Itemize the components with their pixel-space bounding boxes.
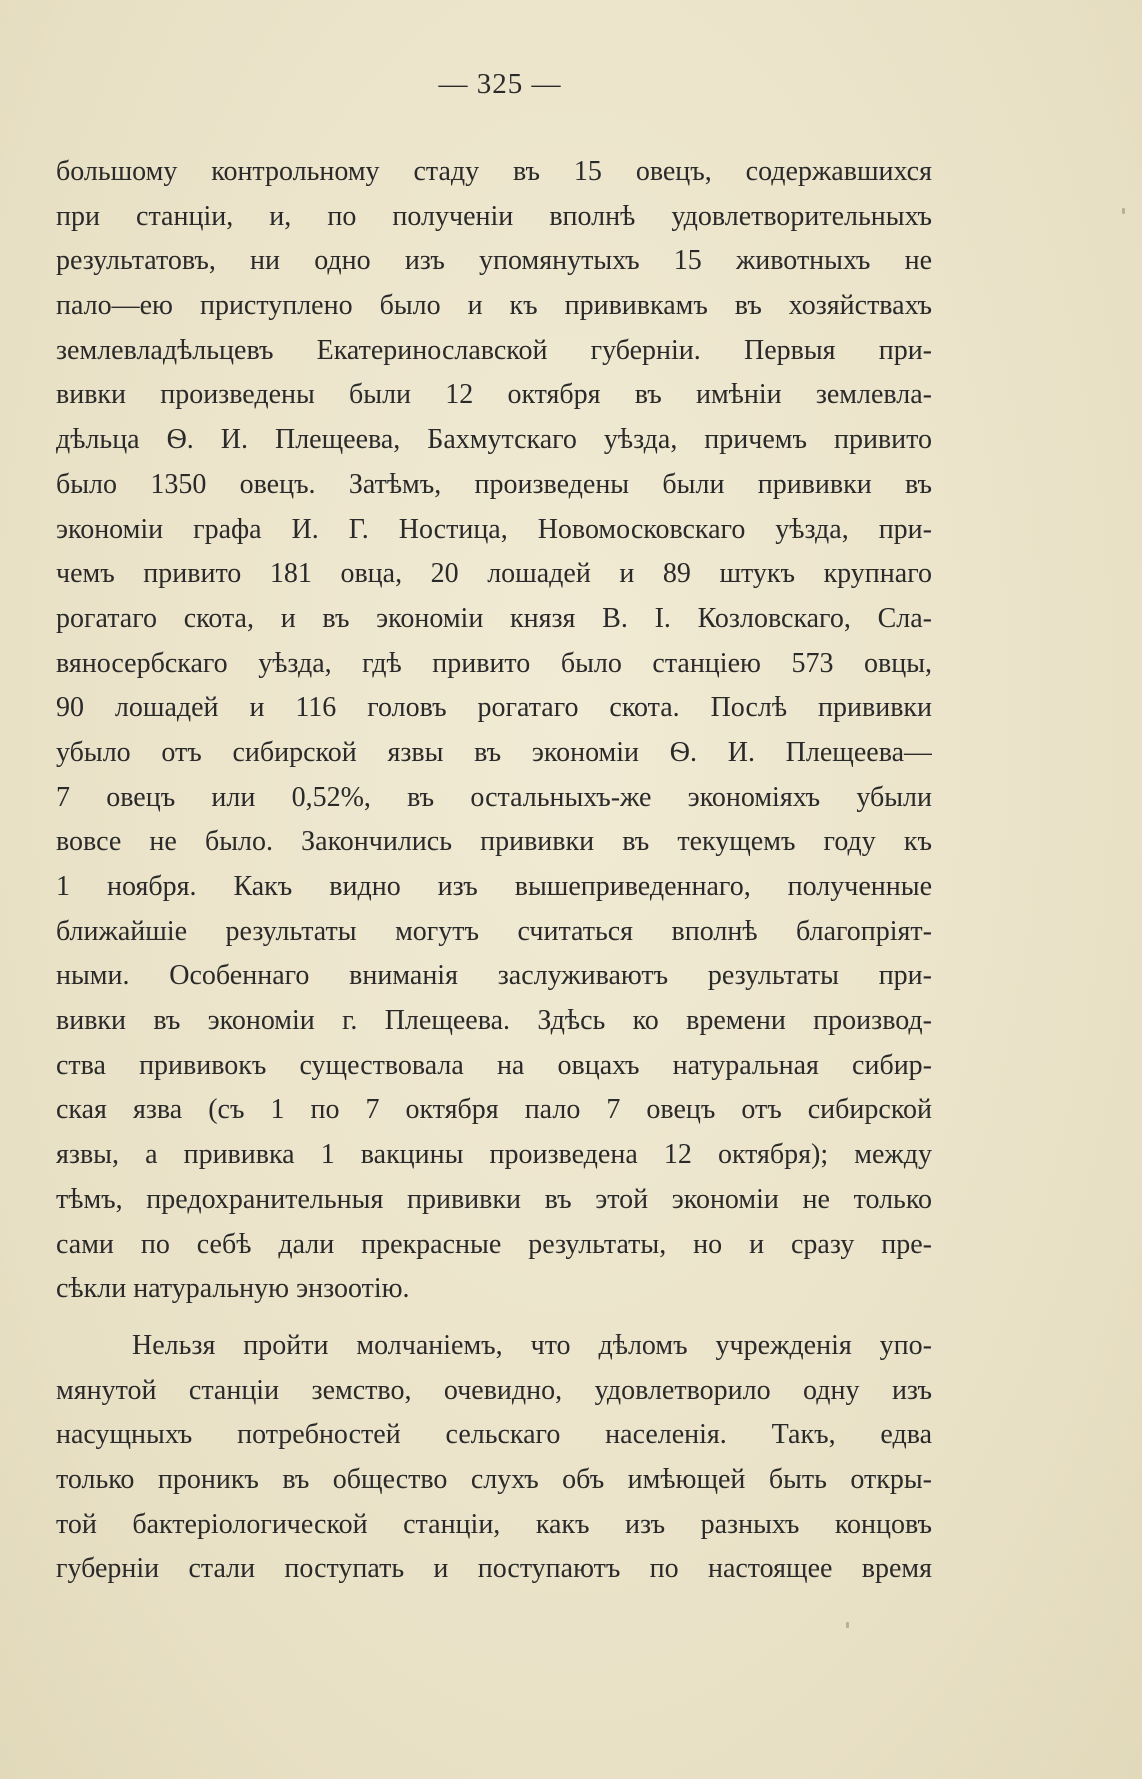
text-line: дѣльца Ѳ. И. Плещеева, Бахмутскаго уѣзда, причемъ привито xyxy=(56,424,932,456)
text-line: язвы, а прививка 1 вакцины произведена 12 октября); между xyxy=(56,1139,932,1171)
text-line: экономіи графа И. Г. Ностица, Новомосковскаго уѣзда, при- xyxy=(56,513,932,545)
text-line: насущныхъ потребностей сельскаго населенія. Такъ, едва xyxy=(56,1419,932,1451)
text-line: ными. Особеннаго вниманія заслуживаютъ результаты при- xyxy=(56,960,932,992)
text-line: 7 овецъ или 0,52%, въ остальныхъ-же экономіяхъ убыли xyxy=(56,781,932,813)
body-text xyxy=(56,150,932,1592)
text-line: ская язва (съ 1 по 7 октября пало 7 овецъ отъ сибирской xyxy=(56,1094,932,1126)
text-line: вивки произведены были 12 октября въ имѣніи землевла- xyxy=(56,379,932,411)
text-line: вивки въ экономіи г. Плещеева. Здѣсь ко времени производ- xyxy=(56,1005,932,1037)
text-line: ближайшіе результаты могутъ считаться вполнѣ благопріят- xyxy=(56,915,932,947)
paper-speck xyxy=(1122,208,1125,214)
text-line: рогатаго скота, и въ экономіи князя В. І. Козловскаго, Сла- xyxy=(56,602,932,634)
text-line: 1 ноября. Какъ видно изъ вышеприведеннаго, полученные xyxy=(56,871,932,902)
text-line: той бактеріологической станціи, какъ изъ разныхъ концовъ xyxy=(56,1508,932,1540)
text-line: мянутой станціи земство, очевидно, удовлетворило одну изъ xyxy=(56,1374,932,1406)
text-line: только проникъ въ общество слухъ объ имѣющей быть откры- xyxy=(56,1463,932,1495)
page-number: — 325 — xyxy=(438,68,562,100)
text-line: сами по себѣ дали прекрасные результаты, но и сразу пре- xyxy=(56,1228,932,1260)
text-line: губерніи стали поступать и поступаютъ по настоящее время xyxy=(56,1553,932,1585)
text-line: 90 лошадей и 116 головъ рогатаго скота. Послѣ прививки xyxy=(56,692,932,724)
paragraph xyxy=(56,1324,932,1592)
text-line: результатовъ, ни одно изъ упомянутыхъ 15 животныхъ не xyxy=(56,245,932,277)
text-line: убыло отъ сибирской язвы въ экономіи Ѳ. И. Плещеева— xyxy=(56,736,932,768)
paper-speck xyxy=(846,1622,849,1628)
text-line: землевладѣльцевъ Екатеринославской губерніи. Первыя при- xyxy=(56,334,932,366)
text-line: вяносербскаго уѣзда, гдѣ привито было станціею 573 овцы, xyxy=(56,647,932,679)
text-line: сѣкли натуральную энзоотію. xyxy=(56,1273,410,1305)
text-line: Нельзя пройти молчаніемъ, что дѣломъ учрежденія упо- xyxy=(132,1329,932,1361)
paragraph xyxy=(56,150,932,1312)
text-line: вовсе не было. Закончились прививки въ текущемъ году къ xyxy=(56,826,932,858)
text-line: при станціи, и, по полученіи вполнѣ удовлетворительныхъ xyxy=(56,200,932,232)
text-line: большому контрольному стаду въ 15 овецъ, содержавшихся xyxy=(56,156,932,187)
text-line: пало—ею приступлено было и къ прививкамъ въ хозяйствахъ xyxy=(56,290,932,322)
text-line: ства прививокъ существовала на овцахъ натуральная сибир- xyxy=(56,1049,932,1081)
text-line: чемъ привито 181 овца, 20 лошадей и 89 штукъ крупнаго xyxy=(56,558,932,590)
text-line: было 1350 овецъ. Затѣмъ, произведены были прививки въ xyxy=(56,468,932,500)
text-line: тѣмъ, предохранительныя прививки въ этой экономіи не только xyxy=(56,1183,932,1215)
